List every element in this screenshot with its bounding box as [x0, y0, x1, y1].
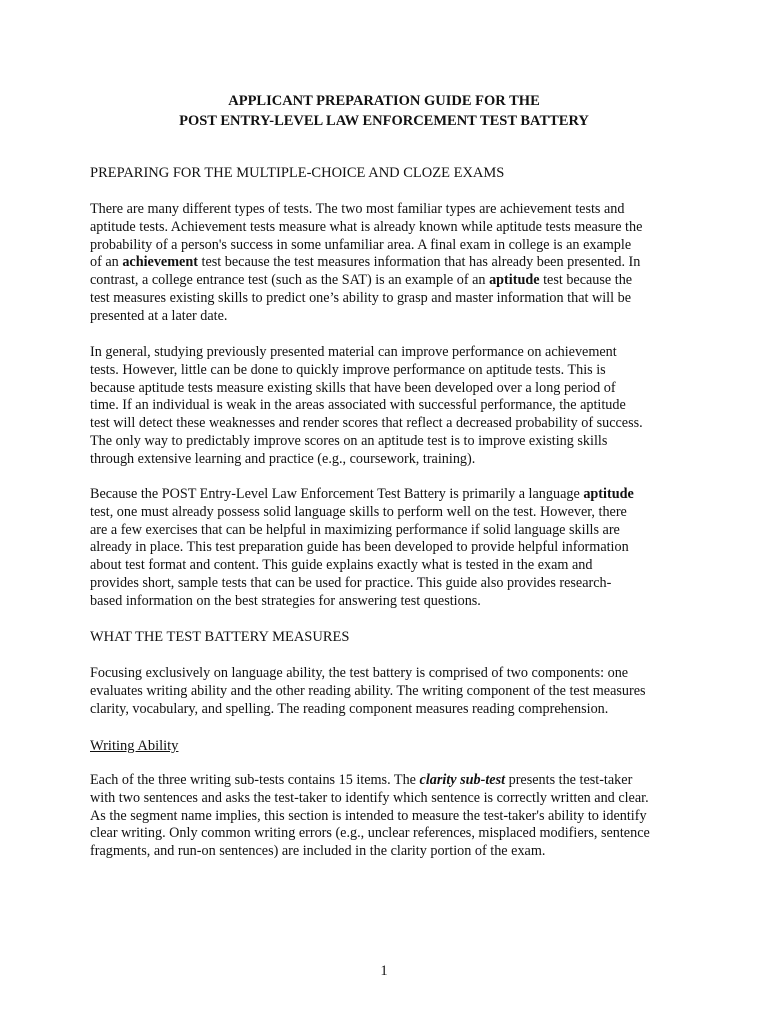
- section-heading-preparing: PREPARING FOR THE MULTIPLE-CHOICE AND CLOZE EXAMS: [90, 165, 505, 181]
- paragraph-test-types: There are many different types of tests. The two most familiar types are achievement tests and aptitude tests. Achievement tests measure what is already known while aptitude tests measure the probability of a person's success in some unfamiliar area. A final exam in college is an example of an achievement test because the test measures information that has already been presented. In contrast, a college entrance test (such as the SAT) is an example of an aptitude test because the test measures existing skills to predict one’s ability to grasp and master information that will be presented at a later date.: [90, 201, 643, 324]
- subheading-writing-ability: Writing Ability: [90, 738, 179, 754]
- achievement-emphasis: achievement: [122, 254, 198, 271]
- paragraph-studying: In general, studying previously presented material can improve performance on achievement tests. However, little can be done to quickly improve performance on aptitude tests. This is because aptitude tests measure existing skills that have been developed over a long period of time. If an individual is weak in the areas associated with successful performance, the aptitude test will detect these weaknesses and render scores that reflect a decreased probability of success. The only way to predictably improve scores on an aptitude test is to improve existing skills through extensive learning and practice (e.g., coursework, training).: [90, 344, 643, 467]
- section-heading-measures: WHAT THE TEST BATTERY MEASURES: [90, 629, 350, 645]
- page-number: 1: [380, 963, 388, 979]
- aptitude-emphasis: aptitude: [489, 272, 540, 289]
- document-title-line-1: APPLICANT PREPARATION GUIDE FOR THE: [228, 93, 540, 109]
- document-title-line-2: POST ENTRY-LEVEL LAW ENFORCEMENT TEST BATTERY: [179, 113, 589, 129]
- paragraph-language-ability: Focusing exclusively on language ability, the test battery is comprised of two components: one evaluates writing ability and the other reading ability. The writing component of the test measures clarity, vocabulary, and spelling. The reading component measures reading comprehension.: [90, 665, 646, 717]
- clarity-subtest-emphasis: clarity sub-test: [419, 772, 506, 788]
- paragraph-writing-subtests: Each of the three writing sub-tests contains 15 items. The clarity sub-test presents the test-taker with two sentences and asks the test-taker to identify which sentence is correctly written and clear. As the segment name implies, this section is intended to measure the test-taker's ability to identify clear writing. Only common writing errors (e.g., unclear references, misplaced modifiers, sentence fragments, and run-on sentences) are included in the clarity portion of the exam.: [90, 772, 650, 860]
- paragraph-post-battery: Because the POST Entry-Level Law Enforcement Test Battery is primarily a language aptitude test, one must already possess solid language skills to perform well on the test. However, there are a few exercises that can be helpful in maximizing performance if solid language skills are already in place. This test preparation guide has been developed to provide helpful information about test format and content. This guide explains exactly what is tested in the exam and provides short, sample tests that can be used for practice. This guide also provides research- based information on the best strategies for answering test questions.: [90, 486, 634, 609]
- aptitude-emphasis-2: aptitude: [583, 486, 634, 502]
